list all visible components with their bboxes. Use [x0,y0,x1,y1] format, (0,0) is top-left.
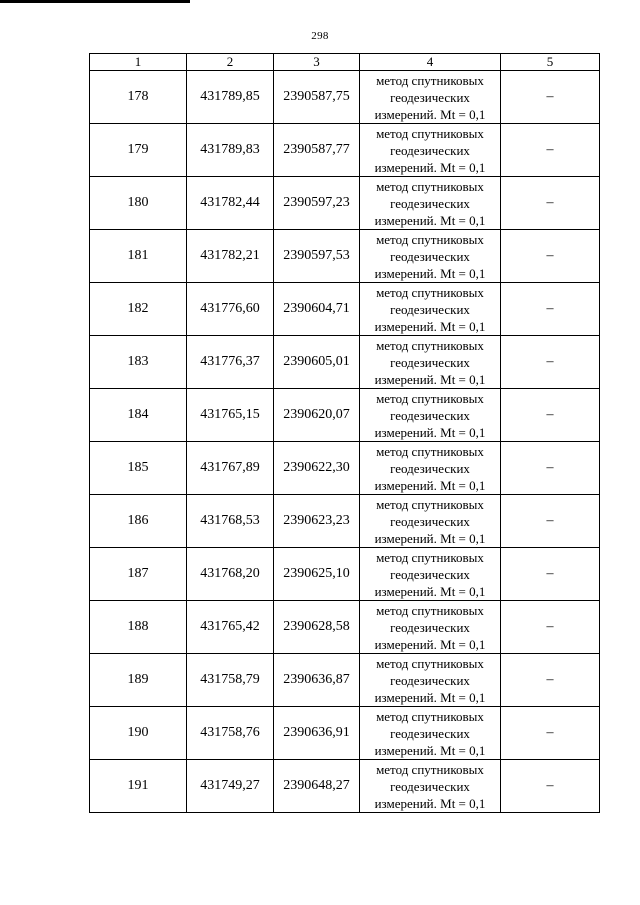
y-coordinate-cell: 2390636,91 [274,707,360,760]
y-coordinate-cell: 2390648,27 [274,760,360,813]
y-coordinate-cell: 2390587,75 [274,71,360,124]
x-coordinate-cell: 431776,60 [187,283,274,336]
method-cell: метод спутниковых геодезических измерений. Mt = 0,1 [360,548,501,601]
x-coordinate-cell: 431789,85 [187,71,274,124]
x-coordinate-cell: 431765,15 [187,389,274,442]
y-coordinate-cell: 2390587,77 [274,124,360,177]
coordinates-table [89,53,600,813]
method-cell: метод спутниковых геодезических измерений. Mt = 0,1 [360,601,501,654]
x-coordinate-cell: 431749,27 [187,760,274,813]
x-coordinate-cell: 431782,21 [187,230,274,283]
table-row [90,177,600,230]
note-cell: – [501,548,600,601]
header-row [90,54,600,71]
table-row [90,124,600,177]
x-coordinate-cell: 431767,89 [187,442,274,495]
table-row [90,760,600,813]
table-row [90,389,600,442]
table-row [90,71,600,124]
table-row [90,548,600,601]
method-cell: метод спутниковых геодезических измерений. Mt = 0,1 [360,177,501,230]
column-header-4: 4 [360,54,501,71]
method-cell: метод спутниковых геодезических измерений. Mt = 0,1 [360,124,501,177]
y-coordinate-cell: 2390620,07 [274,389,360,442]
y-coordinate-cell: 2390628,58 [274,601,360,654]
table-row [90,495,600,548]
note-cell: – [501,124,600,177]
table-row [90,442,600,495]
y-coordinate-cell: 2390604,71 [274,283,360,336]
point-number-cell: 187 [90,548,187,601]
method-cell: метод спутниковых геодезических измерений. Mt = 0,1 [360,230,501,283]
point-number-cell: 191 [90,760,187,813]
point-number-cell: 178 [90,71,187,124]
y-coordinate-cell: 2390636,87 [274,654,360,707]
note-cell: – [501,654,600,707]
note-cell: – [501,495,600,548]
note-cell: – [501,336,600,389]
column-header-1: 1 [90,54,187,71]
method-cell: метод спутниковых геодезических измерений. Mt = 0,1 [360,760,501,813]
point-number-cell: 181 [90,230,187,283]
y-coordinate-cell: 2390597,23 [274,177,360,230]
note-cell: – [501,230,600,283]
column-header-3: 3 [274,54,360,71]
method-cell: метод спутниковых геодезических измерений. Mt = 0,1 [360,442,501,495]
x-coordinate-cell: 431768,53 [187,495,274,548]
note-cell: – [501,71,600,124]
point-number-cell: 184 [90,389,187,442]
note-cell: – [501,389,600,442]
x-coordinate-cell: 431776,37 [187,336,274,389]
note-cell: – [501,283,600,336]
note-cell: – [501,707,600,760]
y-coordinate-cell: 2390623,23 [274,495,360,548]
point-number-cell: 188 [90,601,187,654]
method-cell: метод спутниковых геодезических измерений. Mt = 0,1 [360,389,501,442]
method-cell: метод спутниковых геодезических измерений. Mt = 0,1 [360,71,501,124]
method-cell: метод спутниковых геодезических измерений. Mt = 0,1 [360,336,501,389]
point-number-cell: 190 [90,707,187,760]
x-coordinate-cell: 431758,79 [187,654,274,707]
x-coordinate-cell: 431765,42 [187,601,274,654]
table-row [90,283,600,336]
table-body [90,71,600,813]
method-cell: метод спутниковых геодезических измерений. Mt = 0,1 [360,654,501,707]
table-row [90,707,600,760]
note-cell: – [501,760,600,813]
column-header-5: 5 [501,54,600,71]
method-cell: метод спутниковых геодезических измерений. Mt = 0,1 [360,283,501,336]
page-number: 298 [311,30,329,42]
point-number-cell: 180 [90,177,187,230]
column-header-2: 2 [187,54,274,71]
table-row [90,654,600,707]
note-cell: – [501,177,600,230]
point-number-cell: 179 [90,124,187,177]
note-cell: – [501,601,600,654]
note-cell: – [501,442,600,495]
table-row [90,336,600,389]
table-row [90,230,600,283]
method-cell: метод спутниковых геодезических измерений. Mt = 0,1 [360,495,501,548]
y-coordinate-cell: 2390605,01 [274,336,360,389]
x-coordinate-cell: 431758,76 [187,707,274,760]
y-coordinate-cell: 2390625,10 [274,548,360,601]
point-number-cell: 186 [90,495,187,548]
table-row [90,601,600,654]
y-coordinate-cell: 2390597,53 [274,230,360,283]
method-cell: метод спутниковых геодезических измерений. Mt = 0,1 [360,707,501,760]
x-coordinate-cell: 431789,83 [187,124,274,177]
x-coordinate-cell: 431782,44 [187,177,274,230]
scan-edge-rule [0,0,190,3]
point-number-cell: 189 [90,654,187,707]
point-number-cell: 182 [90,283,187,336]
point-number-cell: 185 [90,442,187,495]
y-coordinate-cell: 2390622,30 [274,442,360,495]
point-number-cell: 183 [90,336,187,389]
x-coordinate-cell: 431768,20 [187,548,274,601]
